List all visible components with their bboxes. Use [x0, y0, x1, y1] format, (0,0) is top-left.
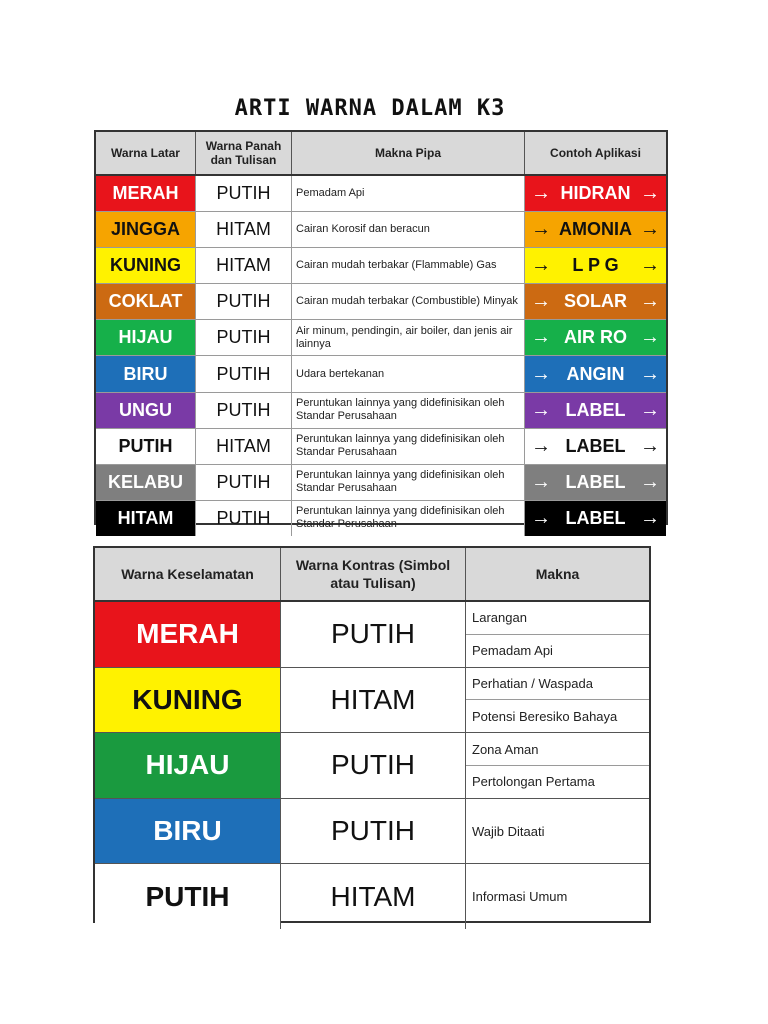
meaning-cell: [466, 668, 649, 733]
meaning-cell: [466, 602, 649, 667]
table-row: [96, 501, 666, 536]
table-row: [96, 320, 666, 356]
application-example-cell: [525, 501, 666, 536]
arrow-right-icon: →: [531, 326, 551, 349]
arrow-text-color-cell: PUTIH: [196, 501, 292, 536]
background-color-cell: COKLAT: [96, 284, 196, 319]
pipe-meaning-cell: Peruntukan lainnya yang didefinisikan oleh Standar Perusahaan: [292, 393, 525, 428]
application-label: SOLAR: [564, 291, 627, 312]
table-header: [95, 548, 649, 602]
contrast-color-cell: PUTIH: [281, 733, 466, 798]
table-row: [96, 429, 666, 465]
arrow-right-icon: →: [640, 290, 660, 313]
table-row: [95, 864, 649, 929]
table-row: [96, 465, 666, 501]
pipe-meaning-cell: Air minum, pendingin, air boiler, dan jenis air lainnya: [292, 320, 525, 355]
contrast-color-cell: PUTIH: [281, 799, 466, 864]
meaning-item: Pertolongan Pertama: [472, 774, 595, 790]
meaning-cell: [466, 864, 649, 929]
application-label: LABEL: [565, 507, 626, 528]
arrow-text-color-cell: HITAM: [196, 248, 292, 283]
application-label: L P G: [572, 255, 619, 276]
arrow-right-icon: →: [640, 398, 660, 421]
background-color-cell: HIJAU: [96, 320, 196, 355]
arrow-right-icon: →: [531, 290, 551, 313]
table-header: [96, 132, 666, 176]
arrow-right-icon: →: [640, 362, 660, 385]
arrow-right-icon: →: [531, 470, 551, 493]
background-color-cell: HITAM: [96, 501, 196, 536]
pipe-meaning-cell: Peruntukan lainnya yang didefinisikan oleh Standar Perusahaan: [292, 501, 525, 536]
table-row: [96, 176, 666, 212]
contrast-color-cell: HITAM: [281, 668, 466, 733]
arrow-text-color-cell: PUTIH: [196, 176, 292, 211]
arrow-text-color-cell: PUTIH: [196, 465, 292, 500]
application-label: HIDRAN: [560, 183, 631, 204]
arrow-right-icon: →: [640, 470, 660, 493]
arrow-right-icon: →: [531, 362, 551, 385]
header-contrast-color: Warna Kontras (Simbol atau Tulisan): [281, 548, 466, 600]
table-row: [96, 284, 666, 320]
safety-color-table: [93, 546, 651, 923]
background-color-cell: KUNING: [96, 248, 196, 283]
application-label: LABEL: [565, 471, 626, 492]
table-body: [95, 602, 649, 929]
pipe-meaning-cell: Cairan Korosif dan beracun: [292, 212, 525, 247]
contrast-color-cell: HITAM: [281, 864, 466, 929]
contrast-color-cell: PUTIH: [281, 602, 466, 667]
arrow-right-icon: →: [531, 218, 551, 241]
pipe-color-table: [94, 130, 668, 531]
table-body: [96, 176, 666, 536]
header-application-example: Contoh Aplikasi: [550, 146, 641, 160]
meaning-item: Pemadam Api: [472, 643, 553, 659]
arrow-text-color-cell: PUTIH: [196, 320, 292, 355]
arrow-text-color-cell: PUTIH: [196, 284, 292, 319]
pipe-meaning-cell: Peruntukan lainnya yang didefinisikan oleh Standar Perusahaan: [292, 429, 525, 464]
meaning-item: Informasi Umum: [472, 889, 568, 905]
meaning-item: Perhatian / Waspada: [466, 668, 649, 701]
safety-color-cell: KUNING: [95, 668, 281, 733]
table-row: [96, 356, 666, 392]
meaning-item: Wajib Ditaati: [472, 823, 545, 839]
table-row: [95, 602, 649, 668]
background-color-cell: UNGU: [96, 393, 196, 428]
pipe-meaning-cell: Cairan mudah terbakar (Flammable) Gas: [292, 248, 525, 283]
application-label: LABEL: [565, 399, 626, 420]
arrow-right-icon: →: [531, 398, 551, 421]
application-example-cell: [525, 284, 666, 319]
table-row: [95, 733, 649, 799]
table-row: [95, 668, 649, 734]
header-arrow-text-color: Warna Panah dan Tulisan: [196, 132, 292, 174]
safety-color-cell: MERAH: [95, 602, 281, 667]
safety-color-cell: PUTIH: [95, 864, 281, 929]
header-safety-color: Warna Keselamatan: [95, 548, 281, 600]
table-row: [96, 393, 666, 429]
application-example-cell: [525, 429, 666, 464]
arrow-right-icon: →: [531, 434, 551, 457]
pipe-meaning-cell: Peruntukan lainnya yang didefinisikan oleh Standar Perusahaan: [292, 465, 525, 500]
pipe-meaning-cell: Udara bertekanan: [292, 356, 525, 391]
arrow-text-color-cell: PUTIH: [196, 393, 292, 428]
table-row: [96, 248, 666, 284]
application-example-cell: [525, 393, 666, 428]
arrow-right-icon: →: [531, 182, 551, 205]
header-background-color: Warna Latar: [96, 132, 196, 174]
arrow-right-icon: →: [640, 506, 660, 529]
table-row: [95, 799, 649, 865]
safety-color-cell: HIJAU: [95, 733, 281, 798]
application-example-cell: [525, 176, 666, 211]
header-meaning: Makna: [535, 566, 580, 582]
meaning-item: Potensi Beresiko Bahaya: [472, 708, 618, 724]
pipe-meaning-cell: Pemadam Api: [292, 176, 525, 211]
arrow-right-icon: →: [640, 182, 660, 205]
application-label: LABEL: [565, 435, 626, 456]
application-example-cell: [525, 356, 666, 391]
application-label: AMONIA: [559, 219, 632, 240]
arrow-text-color-cell: HITAM: [196, 429, 292, 464]
safety-color-cell: BIRU: [95, 799, 281, 864]
application-example-cell: [525, 248, 666, 283]
arrow-right-icon: →: [640, 218, 660, 241]
arrow-right-icon: →: [640, 434, 660, 457]
application-example-cell: [525, 320, 666, 355]
table-row: [96, 212, 666, 248]
meaning-item: Zona Aman: [466, 733, 649, 766]
meaning-item: Larangan: [466, 602, 649, 635]
background-color-cell: MERAH: [96, 176, 196, 211]
arrow-text-color-cell: PUTIH: [196, 356, 292, 391]
background-color-cell: JINGGA: [96, 212, 196, 247]
header-pipe-meaning: Makna Pipa: [292, 132, 525, 174]
pipe-meaning-cell: Cairan mudah terbakar (Combustible) Minyak: [292, 284, 525, 319]
arrow-text-color-cell: HITAM: [196, 212, 292, 247]
arrow-right-icon: →: [639, 254, 660, 277]
background-color-cell: KELABU: [96, 465, 196, 500]
arrow-right-icon: →: [531, 506, 551, 529]
arrow-right-icon: →: [640, 326, 660, 349]
application-example-cell: [525, 212, 666, 247]
background-color-cell: PUTIH: [96, 429, 196, 464]
arrow-right-icon: →: [531, 254, 551, 277]
application-label: AIR RO: [564, 327, 627, 348]
application-example-cell: [525, 465, 666, 500]
meaning-cell: [466, 799, 649, 864]
page-title: ARTI WARNA DALAM K3: [234, 96, 506, 121]
background-color-cell: BIRU: [96, 356, 196, 391]
meaning-cell: [466, 733, 649, 798]
application-label: ANGIN: [566, 363, 625, 384]
